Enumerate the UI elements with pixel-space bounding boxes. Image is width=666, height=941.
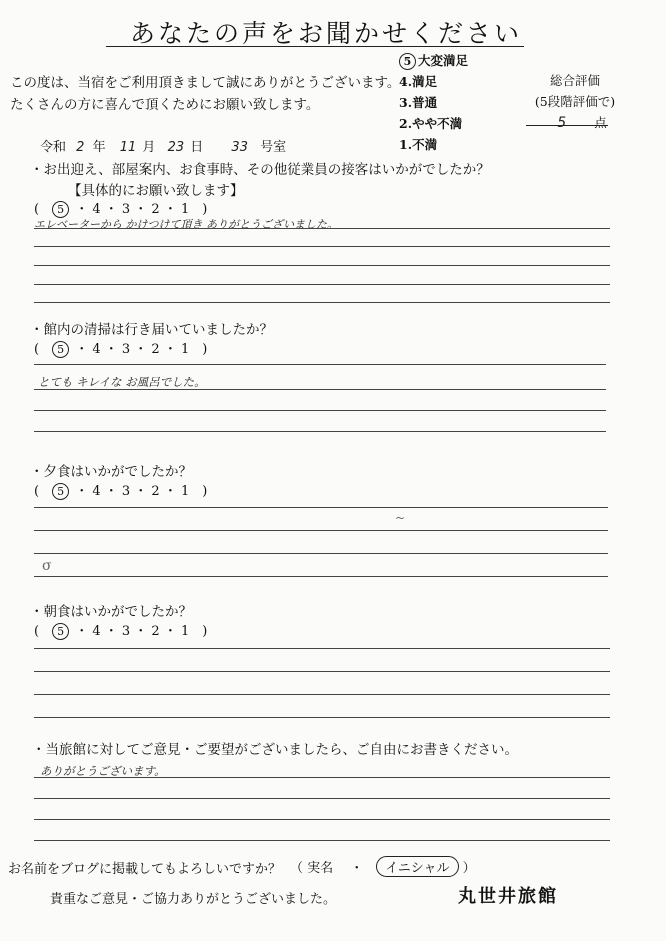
selected-rating-circle: 5 — [52, 341, 69, 358]
question-breakfast: ・朝食はいかがでしたか？ — [30, 604, 192, 620]
ryokan-name: 丸世井旅館 — [458, 886, 558, 907]
selected-rating-circle: 5 — [52, 201, 69, 218]
selected-rating-circle: 5 — [52, 483, 69, 500]
room-value: 33 — [231, 140, 248, 155]
rating-options: ・ 4 ・ 3 ・ 2 ・ 1 — [75, 342, 190, 357]
comment-cleaning: とても キレイな お風呂でした。 — [38, 375, 206, 389]
ink-mark: ~ — [395, 511, 406, 525]
scale-item-1 — [399, 134, 468, 155]
question-service: ・お出迎え、部屋案内、お食事時、その他従業員の接客はいかがでしたか？ — [30, 162, 490, 178]
rating-scale-legend — [399, 50, 468, 155]
score-underline — [526, 125, 608, 126]
scale-num-3: 3. — [399, 95, 413, 110]
blog-options: （ 実名 ・ イニシャル ） — [290, 856, 476, 877]
title-underline — [106, 46, 524, 47]
selected-rating-circle: 5 — [52, 623, 69, 640]
answer-line — [34, 364, 606, 365]
answer-line — [34, 840, 610, 841]
scale-label-2: やや不満 — [412, 116, 463, 131]
answer-line — [34, 410, 606, 411]
answer-line — [34, 553, 608, 554]
comment-service: エレベーターから かけつけて頂き ありがとうございました。 — [34, 218, 338, 231]
ink-mark: σ — [42, 558, 52, 574]
answer-line — [34, 777, 610, 778]
option-realname: 実名 — [307, 861, 334, 876]
scale-num-2: 2. — [399, 116, 413, 131]
rating-options: ・ 4 ・ 3 ・ 2 ・ 1 — [75, 484, 190, 499]
date-room-row — [40, 136, 286, 155]
answer-line — [34, 507, 608, 508]
question-feedback: ・当旅館に対してご意見・ご要望がございましたら、ご自由にお書きください。 — [32, 742, 518, 758]
thanks-message: 貴重なご意見・ご協力ありがとうございました。 — [50, 892, 337, 907]
overall-label: 総合評価 — [549, 73, 600, 88]
answer-line — [34, 671, 610, 672]
scale-label-3: 普通 — [412, 95, 438, 110]
blog-question: お名前をブログに掲載してもよろしいですか？ — [8, 862, 282, 877]
option-initial-selected: イニシャル — [376, 856, 458, 877]
era-label: 令和 — [40, 140, 67, 155]
question-service-note: 【具体的にお願い致します】 — [68, 183, 244, 199]
page-title: あなたの声をお聞かせください — [130, 19, 523, 48]
intro-line-1: この度は、当宿をご利用頂きまして誠にありがとうございます。 — [10, 75, 401, 91]
rating-options: ・ 4 ・ 3 ・ 2 ・ 1 — [75, 624, 190, 639]
scale-item-4 — [399, 71, 468, 92]
answer-line — [34, 717, 610, 718]
answer-line — [34, 246, 610, 247]
scale-label-1: 不満 — [412, 137, 438, 152]
answer-line — [34, 798, 610, 799]
month-value: 11 — [119, 140, 137, 155]
scale-item-3 — [399, 92, 468, 113]
rating-dinner: ( 5 ・ 4 ・ 3 ・ 2 ・ 1 ) — [34, 484, 208, 499]
scale-item-2 — [399, 113, 468, 134]
answer-line — [34, 284, 610, 285]
day-value: 23 — [167, 140, 185, 155]
answer-line — [34, 819, 610, 820]
overall-score-value: 5 — [557, 115, 567, 131]
rating-cleaning: ( 5 ・ 4 ・ 3 ・ 2 ・ 1 ) — [34, 342, 208, 357]
overall-score-row — [520, 112, 630, 134]
rating-breakfast: ( 5 ・ 4 ・ 3 ・ 2 ・ 1 ) — [34, 624, 208, 639]
rating-service: ( 5 ・ 4 ・ 3 ・ 2 ・ 1 ) — [34, 202, 208, 217]
answer-line — [34, 302, 610, 303]
answer-line — [34, 648, 610, 649]
rating-options: ・ 4 ・ 3 ・ 2 ・ 1 — [75, 202, 190, 217]
scale-label-5: 大変満足 — [418, 53, 469, 68]
answer-line — [34, 694, 610, 695]
answer-line — [34, 530, 608, 531]
comment-feedback: ありがとうございます。 — [40, 764, 166, 778]
question-dinner: ・夕食はいかがでしたか？ — [30, 464, 192, 480]
month-unit: 月 — [142, 140, 156, 155]
year-value: 2 — [76, 140, 85, 155]
scale-label-4: 満足 — [412, 74, 438, 89]
question-cleaning: ・館内の清掃は行き届いていましたか？ — [30, 322, 273, 338]
answer-line — [34, 431, 606, 432]
answer-line — [34, 228, 610, 229]
answer-line — [34, 265, 610, 266]
answer-line — [34, 389, 606, 390]
overall-score-unit: 点 — [594, 115, 607, 130]
scale-item-5 — [399, 50, 468, 71]
intro-line-2: たくさんの方に喜んで頂くためにお願い致します。 — [10, 97, 320, 113]
scale-num-4: 4. — [399, 74, 413, 89]
year-unit: 年 — [92, 140, 106, 155]
day-unit: 日 — [190, 140, 204, 155]
answer-line — [34, 576, 608, 577]
room-unit: 号室 — [260, 140, 287, 155]
scale-num-5: 5 — [399, 53, 416, 70]
scale-num-1: 1. — [399, 137, 413, 152]
overall-sub: (5段階評価で) — [534, 94, 616, 109]
